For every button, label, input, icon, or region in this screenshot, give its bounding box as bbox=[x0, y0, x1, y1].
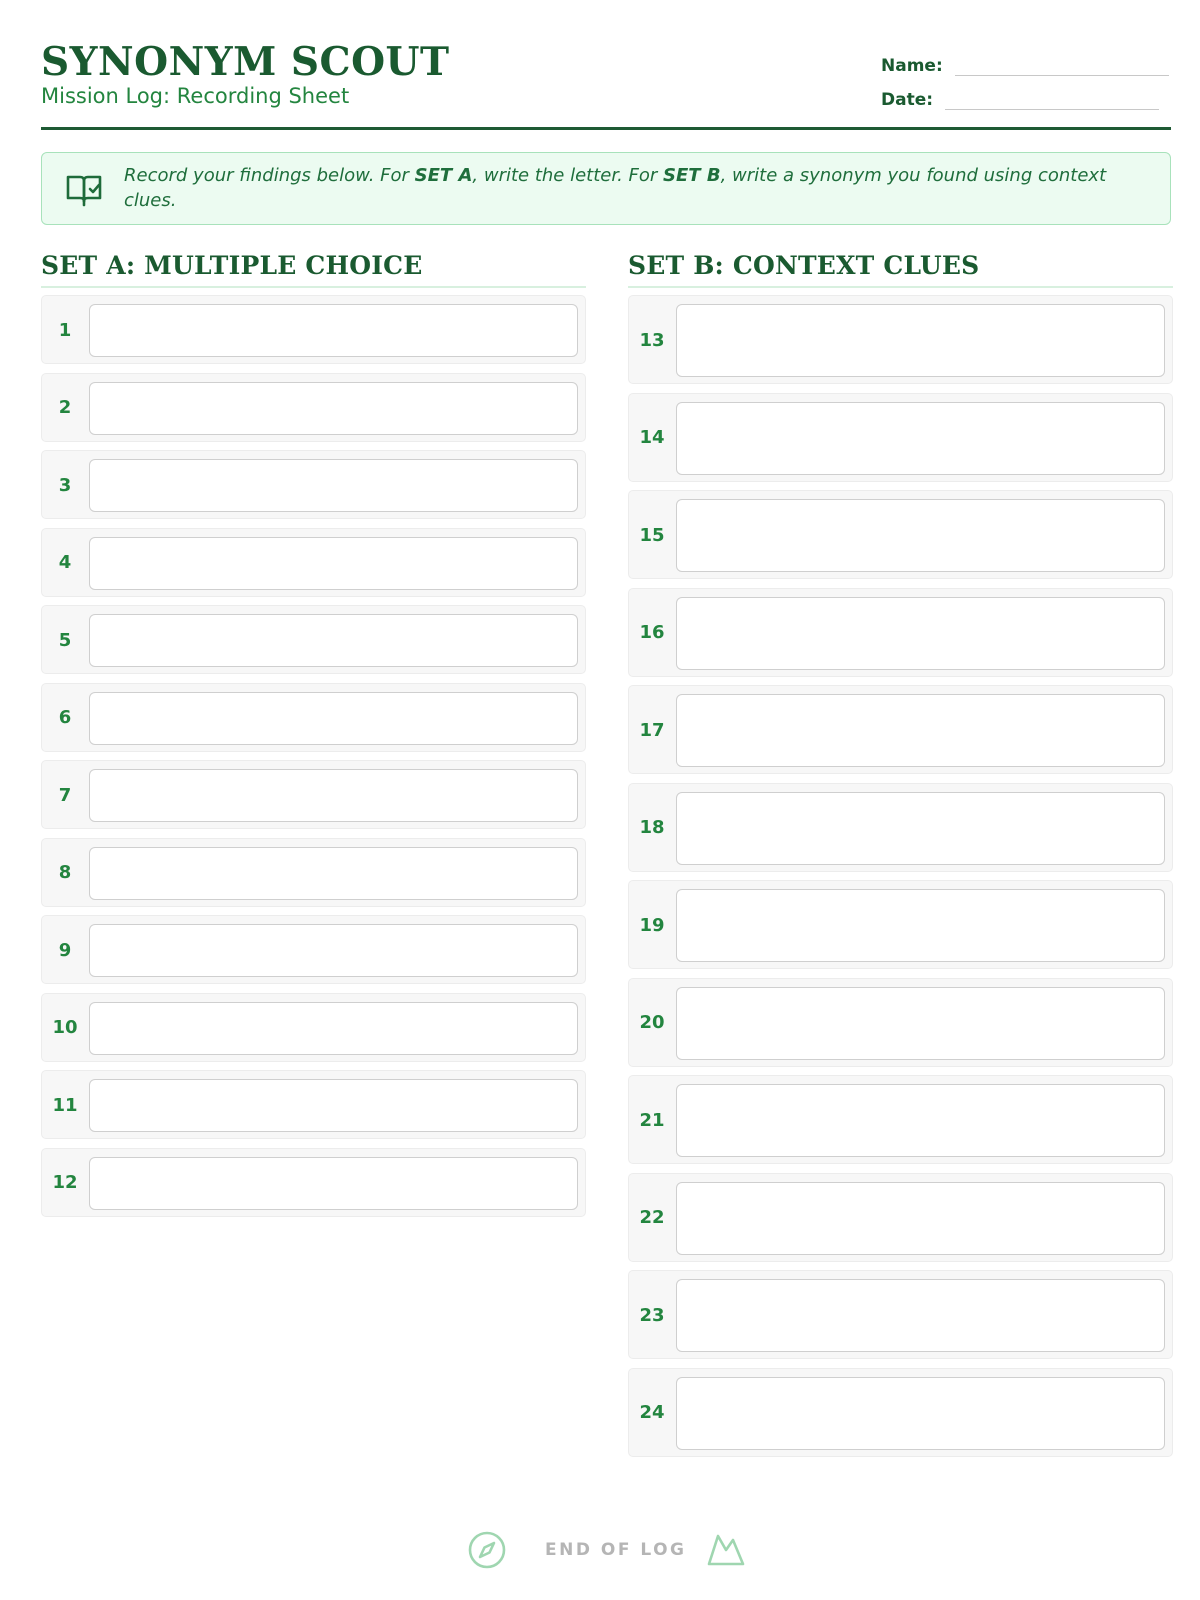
answer-row bbox=[41, 993, 586, 1062]
answer-box[interactable] bbox=[89, 537, 578, 590]
answer-box[interactable] bbox=[89, 847, 578, 900]
answer-box[interactable] bbox=[89, 382, 578, 435]
footer bbox=[0, 1530, 1200, 1580]
date-field bbox=[881, 90, 1159, 110]
compass-icon bbox=[467, 1530, 507, 1570]
book-check-icon bbox=[64, 169, 104, 209]
answer-box[interactable] bbox=[676, 792, 1165, 865]
answer-row bbox=[628, 783, 1173, 872]
answer-box[interactable] bbox=[676, 987, 1165, 1060]
instructions-text: Record your findings below. For SET A, write the letter. For SET B, write a synonym you found using context clues. bbox=[124, 165, 1107, 211]
answer-row bbox=[41, 760, 586, 829]
answer-row bbox=[41, 295, 586, 364]
answer-box[interactable] bbox=[676, 1279, 1165, 1352]
answer-box[interactable] bbox=[676, 889, 1165, 962]
page-subtitle: Mission Log: Recording Sheet bbox=[41, 84, 350, 108]
question-number: 11 bbox=[52, 1094, 78, 1116]
question-number: 21 bbox=[639, 1109, 665, 1131]
instructions-callout bbox=[41, 152, 1171, 225]
answer-row bbox=[41, 915, 586, 984]
answer-box[interactable] bbox=[89, 924, 578, 977]
answer-row bbox=[628, 1368, 1173, 1457]
answer-row bbox=[628, 490, 1173, 579]
set-a-emphasis: SET A bbox=[414, 165, 473, 186]
question-number: 18 bbox=[639, 817, 665, 838]
answer-box[interactable] bbox=[89, 614, 578, 667]
date-line[interactable] bbox=[945, 92, 1159, 110]
question-number: 14 bbox=[639, 427, 665, 448]
question-number: 15 bbox=[639, 524, 665, 546]
question-number: 24 bbox=[639, 1402, 665, 1423]
question-number: 1 bbox=[58, 319, 72, 341]
set-b-emphasis: SET B bbox=[663, 165, 721, 186]
question-number: 4 bbox=[58, 552, 72, 573]
question-number: 5 bbox=[58, 629, 72, 651]
worksheet-header bbox=[41, 38, 1171, 130]
question-number: 13 bbox=[639, 329, 665, 351]
name-field bbox=[881, 56, 1169, 76]
question-number: 23 bbox=[639, 1304, 665, 1326]
question-number: 12 bbox=[52, 1172, 78, 1193]
answer-row bbox=[628, 1270, 1173, 1359]
set-a-divider bbox=[41, 286, 586, 288]
question-number: 16 bbox=[639, 622, 665, 643]
answer-row bbox=[628, 685, 1173, 774]
answer-row bbox=[628, 588, 1173, 677]
answer-box[interactable] bbox=[89, 1002, 578, 1055]
name-line[interactable] bbox=[955, 58, 1169, 76]
answer-box[interactable] bbox=[676, 1084, 1165, 1157]
date-label: Date: bbox=[881, 90, 934, 110]
answer-row bbox=[628, 880, 1173, 969]
answer-box[interactable] bbox=[89, 692, 578, 745]
answer-box[interactable] bbox=[676, 1182, 1165, 1255]
question-number: 8 bbox=[58, 862, 72, 883]
question-number: 9 bbox=[58, 939, 72, 961]
question-number: 3 bbox=[58, 474, 72, 496]
question-number: 17 bbox=[639, 719, 665, 741]
answer-row bbox=[41, 1148, 586, 1217]
answer-box[interactable] bbox=[89, 1157, 578, 1210]
answer-box[interactable] bbox=[676, 304, 1165, 377]
answer-box[interactable] bbox=[676, 402, 1165, 475]
answer-row bbox=[41, 450, 586, 519]
name-label: Name: bbox=[881, 56, 943, 76]
answer-box[interactable] bbox=[89, 1079, 578, 1132]
answer-box[interactable] bbox=[676, 499, 1165, 572]
page-title: SYNONYM SCOUT bbox=[41, 39, 450, 85]
answer-row bbox=[628, 1075, 1173, 1164]
question-number: 2 bbox=[58, 397, 72, 418]
set-b-title: SET B: CONTEXT CLUES bbox=[628, 251, 980, 280]
mountain-icon bbox=[706, 1530, 746, 1570]
question-number: 6 bbox=[58, 707, 72, 728]
answer-row bbox=[41, 1070, 586, 1139]
question-number: 20 bbox=[639, 1012, 665, 1033]
answer-box[interactable] bbox=[89, 769, 578, 822]
answer-row bbox=[628, 1173, 1173, 1262]
answer-box[interactable] bbox=[89, 304, 578, 357]
answer-row bbox=[41, 838, 586, 907]
answer-box[interactable] bbox=[676, 1377, 1165, 1450]
answer-row bbox=[41, 683, 586, 752]
footer-text: END OF LOG bbox=[545, 1540, 687, 1560]
set-b-divider bbox=[628, 286, 1173, 288]
answer-box[interactable] bbox=[676, 694, 1165, 767]
answer-row bbox=[628, 295, 1173, 384]
answer-row bbox=[628, 393, 1173, 482]
question-number: 10 bbox=[52, 1017, 78, 1038]
question-number: 22 bbox=[639, 1207, 665, 1228]
answer-row bbox=[628, 978, 1173, 1067]
set-a-title: SET A: MULTIPLE CHOICE bbox=[41, 251, 423, 280]
question-number: 7 bbox=[58, 784, 72, 806]
answer-box[interactable] bbox=[89, 459, 578, 512]
answer-row bbox=[41, 373, 586, 442]
question-number: 19 bbox=[639, 914, 665, 936]
answer-row bbox=[41, 528, 586, 597]
answer-row bbox=[41, 605, 586, 674]
answer-box[interactable] bbox=[676, 597, 1165, 670]
